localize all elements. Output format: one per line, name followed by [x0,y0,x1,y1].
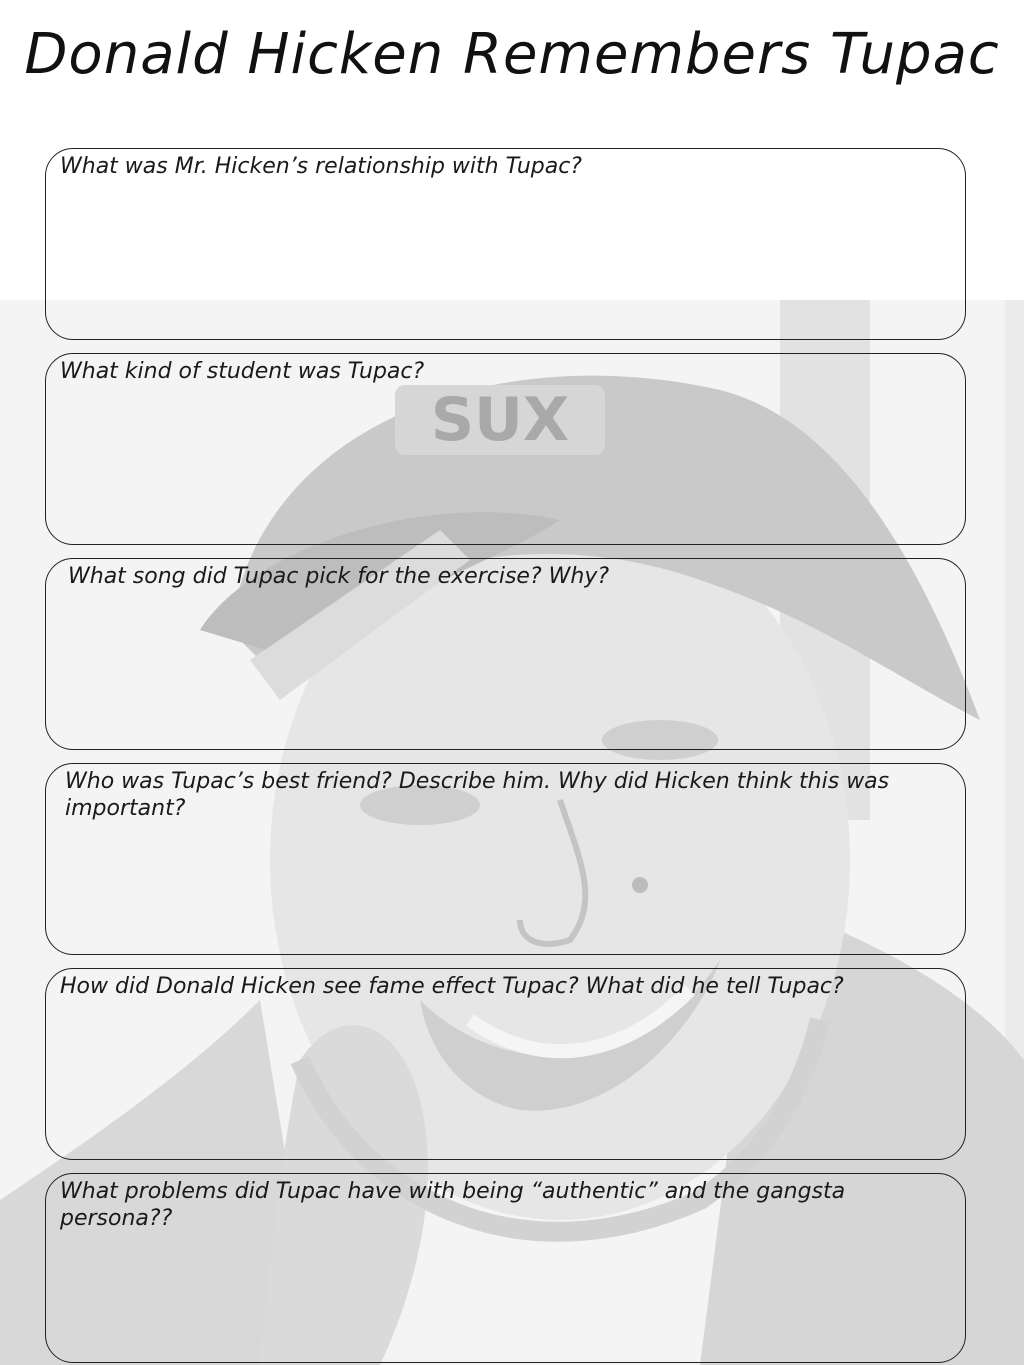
question-text-6: What problems did Tupac have with being “authentic” and the gangsta persona?? [60,1179,846,1231]
page-title: Donald Hicken Remembers Tupac [24,22,1000,87]
question-box-1[interactable] [45,148,966,340]
question-text-4: Who was Tupac’s best friend? Describe him. Why did Hicken think this was important? [65,769,890,821]
question-text-1: What was Mr. Hicken’s relationship with Tupac? [60,154,582,179]
question-box-5[interactable] [45,968,966,1160]
question-text-5: How did Donald Hicken see fame effect Tupac? What did he tell Tupac? [60,974,844,999]
cap-logo-text: SUX [430,385,570,455]
question-box-3[interactable] [45,558,966,750]
question-box-4[interactable] [45,763,966,955]
question-box-2[interactable] [45,353,966,545]
question-text-2: What kind of student was Tupac? [60,359,425,384]
question-text-3: What song did Tupac pick for the exercise? Why? [68,564,610,589]
question-box-6[interactable] [45,1173,966,1363]
